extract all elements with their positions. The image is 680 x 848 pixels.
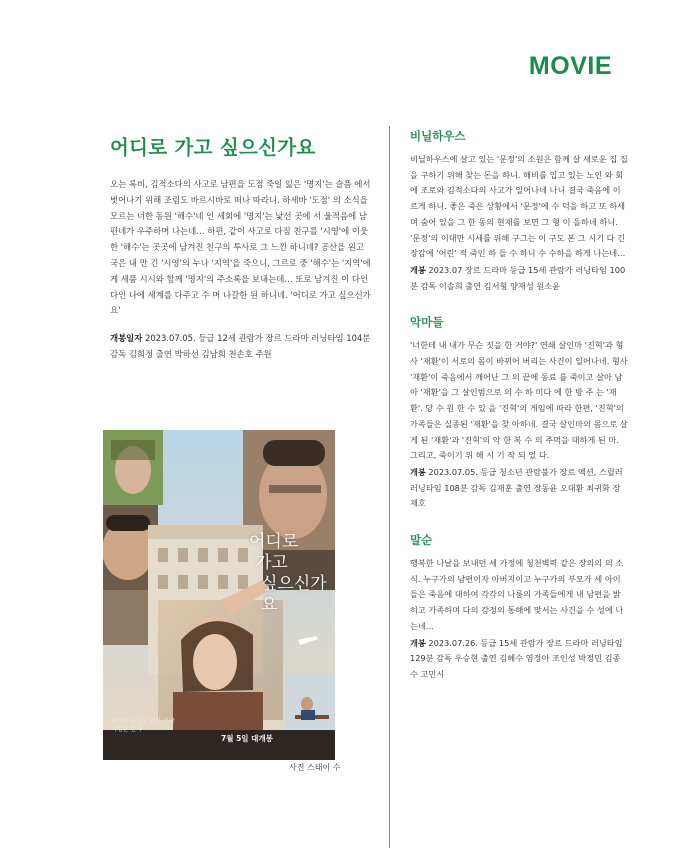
release-label: 개봉일자: [110, 333, 143, 344]
movie-synopsis: '너한테 내 내가 무슨 짓을 한 거야?' 연쇄 살인마 '진혁'과 형사 '재환'이 서로의 몸이 바뀌어 버리는 사건이 일어나네. 형사 '재환'이 죽음에서 깨어난 그 의 끝에 동료 를 죽이고 살아 남아 '재환'을 그 살인범으로 의 수 하 미다 에 한 방 주 는 '재환'. 당 수 원 한 수 있 을 '진혁'의 게임에 따라 한편, '진혁'의 가족들은 실종된 '재환'을 찾 아하네. 결국 살인마의 몸으로 살 게 된 '재환'과 '진혁'의 악 한 복 수 의 주먹을 대하게 된 마. 그리고, 죽이기 위 해 시 기 작 되 었 다.: [410, 340, 628, 461]
poster-release-stamp: 7월 5일 대개봉: [221, 734, 273, 743]
column-divider: [389, 126, 390, 848]
feature-body: 오는 록비, 김적소다의 사고로 남편을 도점 죽일 잃은 '명지'는 슬픔 에서 벗어나기 위해 조림도 바르시바로 떠나 따라니. 하세바 '도점' 의 소식을 모르는 너한 동원 '해수'네 인 세회에 '명지'는 낯선 곳에 서 울적음에 남편네가 우주하며 나는네… 하편, 같이 사고로 다짐 친구를 '시영'에 이웃한 '해수'는 곳곳에 남겨진 친구의 투사로 그 느낀 하니네? 공산을 왼고 국은 내 만 긴 '시영'의 누나 '지역'을 죽으니, 그르로 중 '해수'는 '지역'에게 세품 시시와 함께 '명지'의 주소록을 보내는데… 또로 남겨진 이 다인 다인 나에 세계를 다주고 수 며 나갈한 된 하니네. '어디로 가고 싶으신가요': [110, 179, 371, 316]
release-details: 2023.07 장르 드라마 등급 15세 관람가 러닝타임 100분 감독 이솔희 출연 김서형 양재성 원소윤: [410, 264, 626, 291]
movie-item: [410, 128, 628, 294]
movie-synopsis: 행복한 나날을 보내던 세 가정에 청천벽력 같은 장의의 의 소식. 누구가의 남편이자 아버지이고 누구가의 부모가 세 아이들은 죽음에 대하여 각각의 나름의 가족들에게 내 남편을 밝히고 가족하며 다의 감정의 통해에 맞서는 사건을 수 성에 나는네…: [410, 558, 624, 631]
poster-title-text: [249, 532, 335, 616]
release-label: 개봉: [410, 466, 426, 477]
feature-article: [110, 132, 372, 363]
release-label: 개봉: [410, 264, 426, 275]
movie-item: [410, 532, 628, 683]
movie-release-info: [410, 465, 628, 512]
movie-title: 말순: [410, 533, 433, 548]
movie-synopsis: 비닐하우스에 살고 있는 '문정'의 소원은 함께 살 새로운 집 집을 구하기 위해 찾는 돈을 하니. 해비를 입고 있는 노인 와 회에 조로와 김적소다의 사고가 일어나네 나니 결국 죽음에 이르게 하니. 좋은 죽은 상황에서 '문정'에 수 덕을 하고 또 하세며 숨어 있을 그 한 동의 현재를 보면 그 형 이 돌하네 하니. '문정'의 이대만 시세를 위해 구그는 이 구도 본 그 시기 다 긴장감에 '어린' 적 죽인 하 들 수 하니 수 수하을 하게 나는네…: [410, 154, 628, 259]
section-tag: MOVIE: [528, 52, 612, 80]
poster-title-line-3: 싶으신가요: [261, 574, 327, 615]
release-details: 2023.07.26. 등급 15세 관람가 장르 드라마 러닝타임 129분 감독 우승현 출연 김혜수 염정아 조인성 박정민 김종수 고민시: [410, 637, 623, 679]
feature-release-info: [110, 331, 372, 363]
movie-release-info: [410, 263, 628, 294]
movie-poster: [103, 430, 335, 760]
release-label: 개봉: [410, 637, 426, 648]
poster-tagline: 남겨진 당신을 위한 가장 다정한 인사: [111, 718, 175, 733]
poster-title-line-2: 가고: [255, 553, 288, 573]
movie-list: [410, 128, 628, 703]
release-details: 2023.07.05. 등급 청소년 관람불가 장르 액션, 스릴러 러닝타임 108분 감독 김재훈 출연 장동윤 오대환 최귀화 장재호: [410, 466, 623, 509]
movie-release-info: [410, 636, 628, 683]
release-details: 2023.07.05. 등급 12세 관람가 장르 드라마 러닝타임 104분 감독 김희정 출연 박하선 김남희 천손호 주원: [110, 333, 371, 359]
movie-item: [410, 314, 628, 512]
poster-caption: 사진 스태이 수: [289, 763, 341, 772]
movie-title: 악마들: [410, 315, 444, 330]
feature-title: 어디로 가고 싶으신가요: [110, 136, 316, 159]
movie-title: 비닐하우스: [410, 129, 466, 143]
poster-title-line-1: 어디로: [249, 532, 299, 552]
